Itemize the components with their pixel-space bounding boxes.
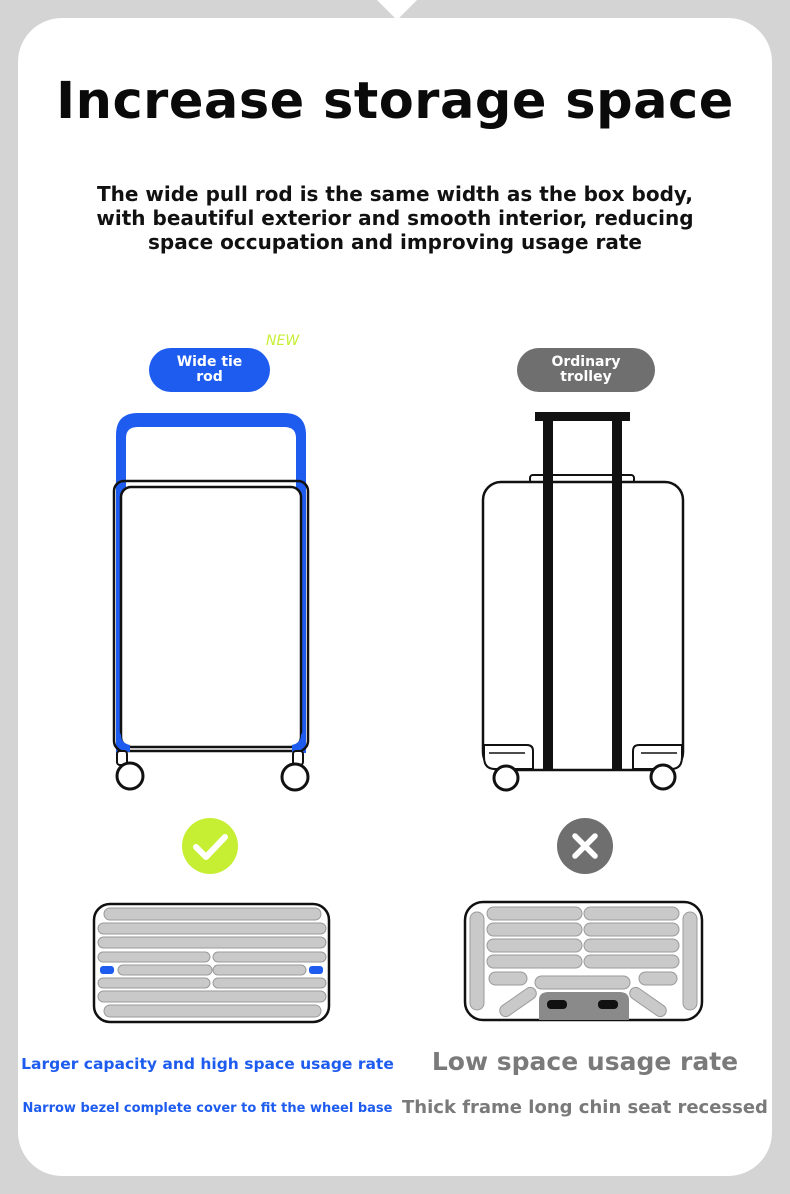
label-line-1: Wide tie	[176, 354, 243, 370]
ordinary-trolley-cross-section	[463, 900, 705, 1024]
page-subtitle: The wide pull rod is the same width as the box body, with beautiful exterior and smooth interior, reducing space occupation and improving usage rate	[96, 182, 694, 254]
wide-tie-rod-suitcase-illustration	[100, 405, 320, 800]
wide-tie-rod-cross-section	[92, 902, 332, 1024]
check-icon	[182, 818, 238, 874]
label-line-2: rod	[196, 369, 223, 385]
new-badge: NEW	[266, 333, 300, 349]
ordinary-trolley-label	[517, 348, 655, 392]
wide-tie-rod-label	[149, 348, 270, 392]
left-caption-sub: Narrow bezel complete cover to fit the wheel base	[22, 1101, 393, 1116]
left-caption-main: Larger capacity and high space usage rate	[21, 1055, 394, 1073]
page-title: Increase storage space	[56, 72, 734, 131]
x-icon	[557, 818, 613, 874]
ordinary-trolley-suitcase-illustration	[475, 405, 695, 800]
right-caption-sub: Thick frame long chin seat recessed	[402, 1097, 768, 1118]
card-notch	[377, 0, 417, 20]
label-line-1: Ordinary	[551, 354, 621, 370]
label-line-2: trolley	[560, 369, 612, 385]
right-caption-main: Low space usage rate	[431, 1047, 739, 1076]
